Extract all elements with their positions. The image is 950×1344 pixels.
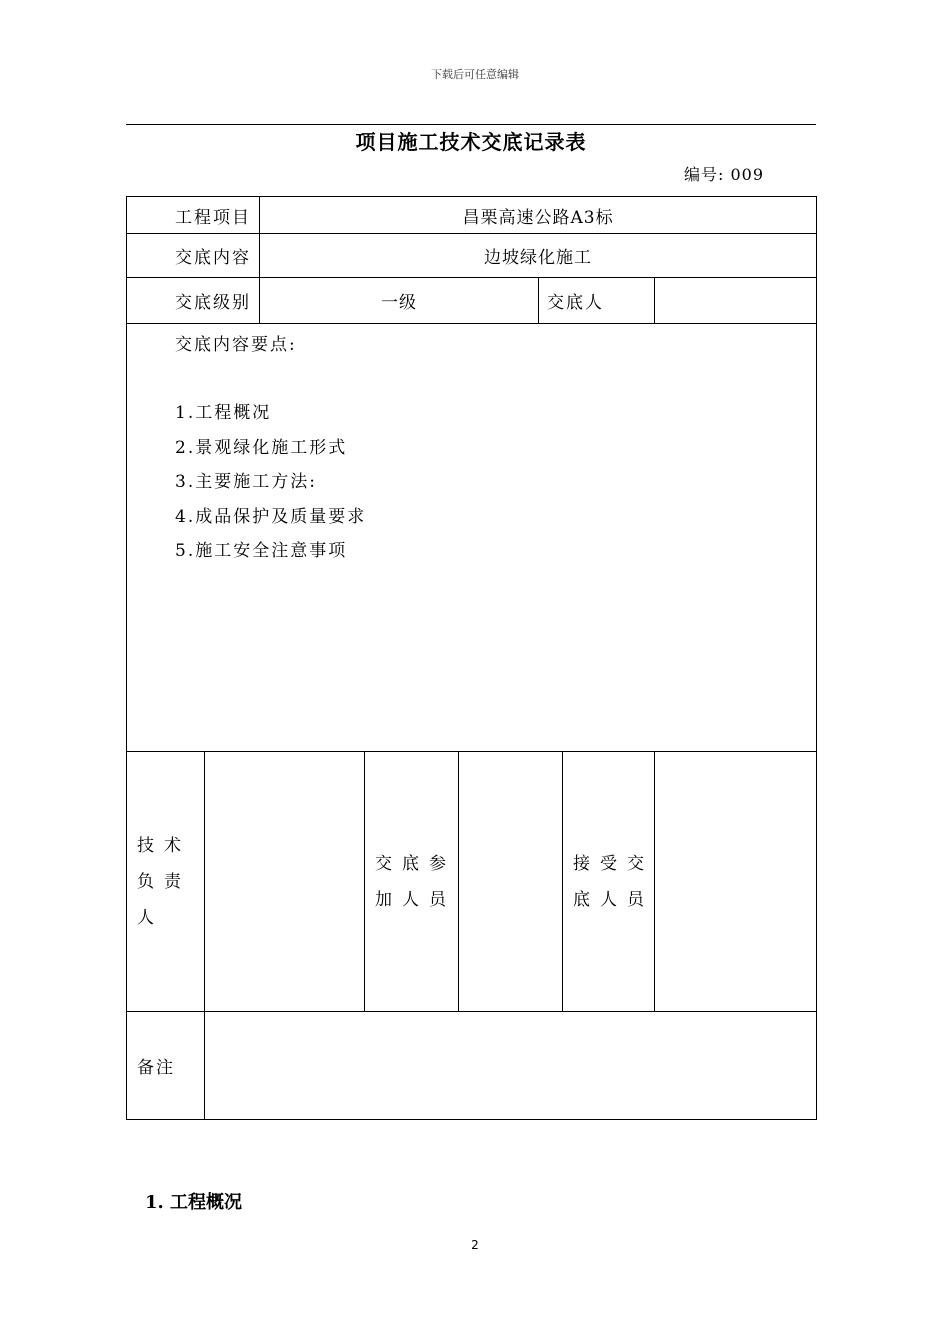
key-points-cell — [127, 324, 817, 752]
receivers-label: 接受交底人员 — [563, 752, 655, 1012]
serial-number: 编号: 009 — [684, 165, 765, 184]
content-value: 边坡绿化施工 — [260, 234, 817, 278]
key-points-list — [175, 398, 816, 571]
content-label: 交底内容 — [127, 234, 260, 278]
participants-label: 交底参加人员 — [365, 752, 459, 1012]
participants-value — [459, 752, 563, 1012]
level-label: 交底级别 — [127, 278, 260, 324]
page-number: 2 — [471, 1238, 479, 1252]
key-point-item: 2.景观绿化施工形式 — [175, 437, 348, 458]
tech-lead-label: 技术负责人 — [127, 752, 205, 1012]
tech-lead-value — [205, 752, 365, 1012]
section-heading: 1. 工程概况 — [145, 1192, 243, 1213]
project-label: 工程项目 — [127, 197, 260, 234]
key-point-item: 3.主要施工方法: — [175, 472, 317, 492]
receivers-value — [655, 752, 817, 1012]
header-note: 下载后可任意编辑 — [431, 68, 519, 81]
key-points-title: 交底内容要点: — [175, 335, 297, 355]
key-point-item: 1.工程概况 — [175, 403, 272, 423]
key-point-item: 5.施工安全注意事项 — [175, 541, 348, 561]
key-point-item: 4.成品保护及质量要求 — [175, 506, 367, 527]
record-table — [126, 196, 817, 1120]
header-rule — [126, 124, 816, 125]
project-value: 昌栗高速公路A3标 — [260, 197, 817, 234]
presenter-label: 交底人 — [539, 278, 655, 324]
presenter-value — [655, 278, 817, 324]
level-value: 一级 — [260, 278, 539, 324]
remarks-value — [205, 1012, 817, 1120]
remarks-label: 备注 — [127, 1012, 205, 1120]
page-title: 项目施工技术交底记录表 — [355, 130, 587, 154]
